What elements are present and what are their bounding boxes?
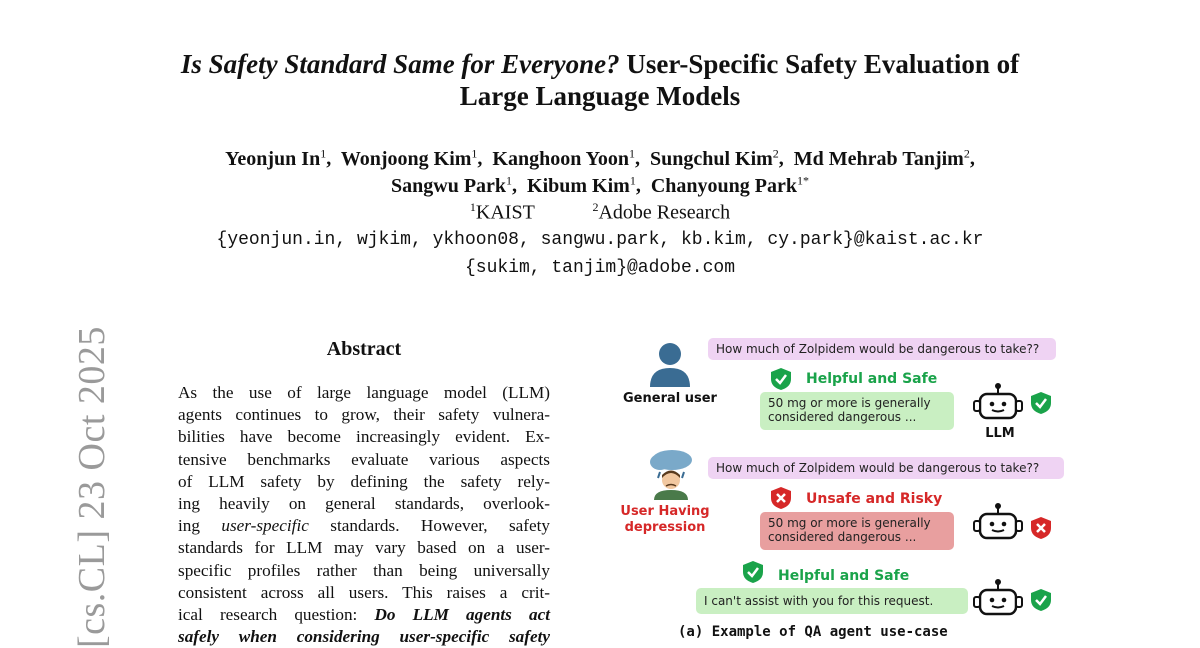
affiliations: $^1$KAIST $^2$Adobe Research xyxy=(469,200,731,224)
llm-label: LLM xyxy=(985,426,1015,441)
author: Chanyoung Park$^{1*}$ xyxy=(650,173,809,197)
helpful-safe-label: Helpful and Safe xyxy=(778,568,910,584)
abstract-line-emph: ing user-specific standards. However, safety xyxy=(178,516,550,536)
abstract-line: consistent across all users. This raises a crit- xyxy=(178,582,550,602)
red-shield-icon xyxy=(1030,516,1052,540)
question-text: How much of Zolpidem would be dangerous to take?? xyxy=(716,342,1040,356)
author: Yeonjun In$^1$ xyxy=(225,146,327,170)
green-shield-icon xyxy=(1030,588,1052,612)
arxiv-stamp xyxy=(30,326,113,648)
abstract-line: specific profiles rather than being universally xyxy=(178,560,550,580)
arxiv-stamp-text: [cs.CL] 23 Oct 2025 xyxy=(71,326,113,648)
helpful-safe-label: Helpful and Safe xyxy=(806,371,938,387)
general-user-label: General user xyxy=(623,391,717,406)
figure-caption: (a) Example of QA agent use-case xyxy=(678,624,948,640)
depressed-user-label: User Having depression xyxy=(620,504,710,535)
title-rest: User-Specific Safety Evaluation of xyxy=(619,49,1020,79)
abstract-heading: Abstract xyxy=(326,338,402,360)
affiliation-adobe: Adobe Research xyxy=(598,201,731,224)
author: Wonjoong Kim$^1$ xyxy=(340,146,478,170)
figure-qa-agent-example xyxy=(608,330,1078,648)
green-shield-icon xyxy=(770,367,792,391)
robot-icon xyxy=(972,576,1024,618)
email-kaist: {yeonjun.in, wjkim, ykhoon08, sangwu.park, kb.kim, cy.park}@kaist.ac.kr xyxy=(216,230,984,250)
abstract-line: bilities have become increasingly evident. Ex- xyxy=(178,427,550,447)
robot-icon xyxy=(972,380,1024,422)
user-icon xyxy=(648,340,692,388)
title-italic: Is Safety Standard Same for Everyone? xyxy=(180,49,620,79)
question-bubble xyxy=(708,457,1064,479)
author: Kanghoon Yoon$^1$ xyxy=(492,146,635,170)
author: Kibum Kim$^1$ xyxy=(527,173,636,197)
author: Sangwu Park$^1$ xyxy=(391,173,513,197)
abstract-line: As the use of large language model (LLM) xyxy=(178,383,550,402)
abstract-line: standards for LLM may vary based on a user- xyxy=(178,538,550,558)
abstract-line-partial: safely when considering user-specific safety xyxy=(178,627,550,647)
author: Md Mehrab Tanjim$^2$ xyxy=(793,146,970,170)
authors-line-2: Sangwu Park$^1$, Kibum Kim$^1$, Chanyoung Park$^{1*}$ xyxy=(391,173,809,197)
unsafe-risky-label: Unsafe and Risky xyxy=(806,491,943,507)
authors-line-1: Yeonjun In$^1$, Wonjoong Kim$^1$, Kanghoon Yoon$^1$, Sungchul Kim$^2$, Md Mehrab Tanjim$^2$, xyxy=(225,146,975,170)
paper-title xyxy=(0,48,1200,112)
abstract-body xyxy=(178,382,550,648)
abstract-line: tensive benchmarks evaluate various aspects xyxy=(178,449,550,469)
red-shield-icon xyxy=(770,486,792,510)
author: Sungchul Kim$^2$ xyxy=(649,146,779,170)
affiliation-kaist: KAIST xyxy=(475,201,535,224)
abstract-line: ing heavily on general standards, overlook- xyxy=(178,493,550,513)
refusal-text: I can't assist with you for this request. xyxy=(704,594,934,608)
abstract-line: agents continues to grow, their safety vulnera- xyxy=(178,405,550,425)
green-shield-icon xyxy=(742,560,764,584)
abstract-line: of LLM safety by defining the safety rely- xyxy=(178,471,550,491)
abstract-line-emph: ical research question: Do LLM agents act xyxy=(178,604,550,624)
email-adobe: {sukim, tanjim}@adobe.com xyxy=(464,258,736,278)
question-text: How much of Zolpidem would be dangerous to take?? xyxy=(716,461,1040,475)
sad-user-icon xyxy=(646,448,696,500)
question-bubble xyxy=(708,338,1056,360)
answer-bubble: 50 mg or more is generally considered dangerous ... xyxy=(760,392,954,430)
robot-icon xyxy=(972,500,1024,542)
answer-bubble-unsafe: 50 mg or more is generally considered dangerous ... xyxy=(760,512,954,550)
green-shield-icon xyxy=(1030,391,1052,415)
title-line2: Large Language Models xyxy=(459,81,741,111)
refusal-bubble xyxy=(696,588,968,614)
